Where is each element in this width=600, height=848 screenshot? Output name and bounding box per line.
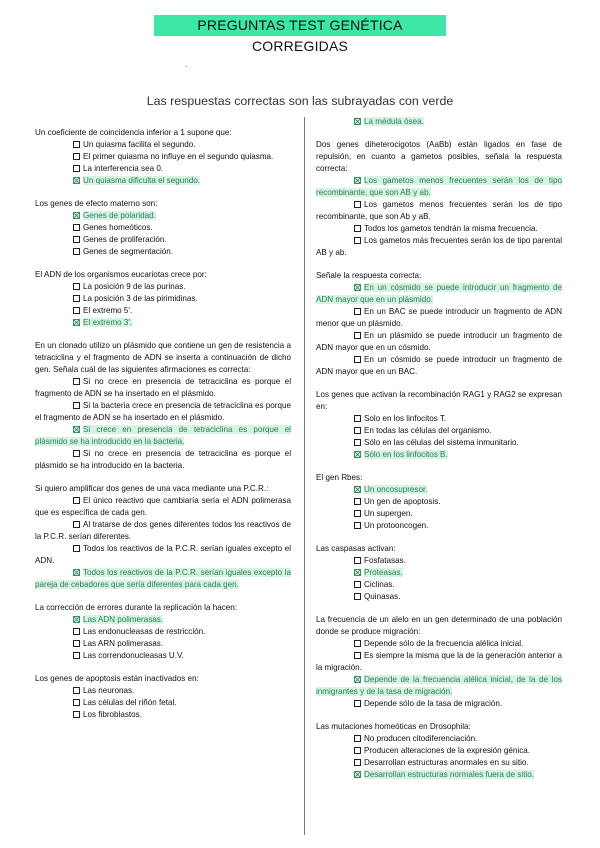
- question-block: [35, 602, 291, 662]
- answer-text: Los gametos menos frecuentes serán los de tipo recombinante, que son Ab y aB.: [316, 200, 562, 221]
- checkbox-icon: [73, 545, 80, 552]
- checkbox-icon: [354, 510, 361, 517]
- checked-box-icon: [354, 771, 361, 778]
- answer-text: El extremo 3'.: [83, 318, 133, 327]
- correct-answer-option: [316, 282, 562, 306]
- column-divider: [304, 117, 305, 835]
- answer-text: Un quiasma dificulta el segundo.: [83, 176, 200, 185]
- question-text: Señale la respuesta correcta:: [316, 271, 422, 280]
- checkbox-icon: [354, 427, 361, 434]
- answer-text: El único reactivo que cambiaría sería el ADN polimerasa que es específica de cada gen.: [35, 496, 291, 517]
- correct-answer-option: [316, 449, 562, 461]
- answer-text: Si no crece en presencia de tetraciclina es porque el fragmento de ADN se ha insertado en el plásmido.: [35, 377, 291, 398]
- checkbox-icon: [354, 308, 361, 315]
- answer-option: [35, 281, 291, 293]
- checked-box-icon: [354, 118, 361, 125]
- checkbox-icon: [73, 378, 80, 385]
- answer-option: [35, 293, 291, 305]
- checked-box-icon: [354, 177, 361, 184]
- answer-option: [316, 235, 562, 259]
- question-block: [35, 483, 291, 591]
- checkbox-icon: [354, 700, 361, 707]
- question-text: El gen Rbes:: [316, 473, 363, 482]
- answer-text: Un protooncogen.: [364, 521, 429, 530]
- answer-text: En un cósmido se puede introducir un fragmento de ADN mayor que en un BAC.: [316, 355, 562, 376]
- question-text: Dos genes diheterocigotos (AaBb) están ligados en fase de repulsión, en cuanto a gametos posibles, señala la respuesta correcta:: [316, 140, 562, 173]
- answer-text: En todas las células del organismo.: [364, 426, 492, 435]
- checkbox-icon: [73, 687, 80, 694]
- checked-box-icon: [73, 569, 80, 576]
- checkbox-icon: [73, 141, 80, 148]
- checkbox-icon: [354, 581, 361, 588]
- answer-text: Genes de segmentación.: [83, 247, 173, 256]
- checkbox-icon: [73, 402, 80, 409]
- answer-option: [35, 400, 291, 424]
- answer-text: Genes de proliferación.: [83, 235, 167, 244]
- checkbox-icon: [73, 248, 80, 255]
- answer-option: [35, 626, 291, 638]
- checkbox-icon: [73, 307, 80, 314]
- answer-text: Es siempre la misma que la de la generación anterior a la migración.: [316, 651, 562, 672]
- checkbox-icon: [354, 225, 361, 232]
- question-block: [316, 721, 562, 781]
- page-title: PREGUNTAS TEST GENÉTICA CORREGIDAS: [154, 15, 446, 36]
- answer-option: [316, 579, 562, 591]
- question-block: [316, 543, 562, 603]
- question-block: [316, 389, 562, 461]
- question-block: [316, 270, 562, 378]
- answer-text: Proteasas.: [364, 568, 403, 577]
- correct-answer-option: [316, 567, 562, 579]
- checkbox-icon: [354, 356, 361, 363]
- correct-answer-option: [316, 116, 562, 128]
- answer-option: [35, 650, 291, 662]
- answer-option: [35, 543, 291, 567]
- answer-text: La posición 3 de las pirimidinas.: [83, 294, 198, 303]
- question-block: [316, 139, 562, 259]
- answer-text: Genes de polaridad.: [83, 211, 156, 220]
- answer-text: Desarrollan estructuras normales fuera de sitio.: [364, 770, 535, 779]
- checkbox-icon: [73, 224, 80, 231]
- answer-option: [316, 437, 562, 449]
- answer-option: [35, 638, 291, 650]
- answer-text: El primer quiasma no influye en el segundo quiasma.: [83, 152, 274, 161]
- correct-answer-option: [35, 210, 291, 222]
- answer-text: Quinasas.: [364, 592, 401, 601]
- checkbox-icon: [73, 497, 80, 504]
- question-block: [35, 673, 291, 721]
- answer-text: En un plásmido se puede introducir un fragmento de ADN mayor que en un cósmido.: [316, 331, 562, 352]
- answer-text: La interferencia sea 0.: [83, 164, 164, 173]
- correct-answer-option: [316, 769, 562, 781]
- answer-text: Solo en los linfocitos T.: [364, 414, 447, 423]
- correct-answer-option: [35, 614, 291, 626]
- question-block: [35, 198, 291, 258]
- checkbox-icon: [354, 237, 361, 244]
- checkbox-icon: [73, 711, 80, 718]
- correct-answer-option: [316, 674, 562, 698]
- checked-box-icon: [354, 676, 361, 683]
- answer-option: [316, 199, 562, 223]
- answer-option: [316, 330, 562, 354]
- answer-text: Depende de la frecuencia alélica inicial, de la de los inmigrantes y de la tasa de migración.: [316, 675, 562, 696]
- answer-text: Si la bacteria crece en presencia de tetraciclina es porque el fragmento de ADN se ha insertado en el plásmido.: [35, 401, 291, 422]
- correct-answer-option: [316, 175, 562, 199]
- subtitle: Las respuestas correctas son las subrayadas con verde: [146, 94, 454, 108]
- answer-text: Todos los reactivos de la P.C.R. serían iguales excepto la pareja de cebadores que sería diferentes para cada gen.: [35, 568, 291, 589]
- answer-text: Un oncosupresor.: [364, 485, 428, 494]
- checkbox-icon: [354, 557, 361, 564]
- answer-option: [35, 151, 291, 163]
- checkbox-icon: [354, 498, 361, 505]
- checkbox-icon: [354, 522, 361, 529]
- answer-option: [316, 733, 562, 745]
- checked-box-icon: [73, 616, 80, 623]
- answer-text: Desarrollan estructuras anormales en su sitio.: [364, 758, 529, 767]
- question-text: Si quiero amplificar dos genes de una vaca mediante una P.C.R.:: [35, 484, 269, 493]
- answer-text: Las ARN polimerasas.: [83, 639, 164, 648]
- checked-box-icon: [73, 426, 80, 433]
- checked-box-icon: [354, 486, 361, 493]
- answer-text: Las células del riñón fetal.: [83, 698, 177, 707]
- answer-text: En un cósmido se puede introducir un fragmento de ADN mayor que en un plásmido.: [316, 283, 562, 304]
- question-text: En un clonado utilizo un plásmido que contiene un gen de resistencia a tetraciclina y el fragmento de ADN se inserta a continuación de dicho gen. Señala cuál de las siguientes afirmaciones es correcta:: [35, 341, 291, 374]
- answer-text: Los fibroblastos.: [83, 710, 142, 719]
- question-text: El ADN de los organismos eucariotas crece por:: [35, 270, 207, 279]
- checkbox-icon: [354, 415, 361, 422]
- checkbox-icon: [73, 699, 80, 706]
- answer-option: [316, 413, 562, 425]
- answer-text: Las ADN polimerasas.: [83, 615, 164, 624]
- answer-option: [316, 354, 562, 378]
- question-text: Los genes de apoptosis están inactivados en:: [35, 674, 199, 683]
- answer-text: Ciclinas.: [364, 580, 395, 589]
- answer-option: [35, 376, 291, 400]
- checked-box-icon: [73, 177, 80, 184]
- answer-text: Un gen de apoptosis.: [364, 497, 441, 506]
- checked-box-icon: [73, 212, 80, 219]
- checkbox-icon: [73, 640, 80, 647]
- answer-text: Todos los reactivos de la P.C.R. serían iguales excepto el ADN.: [35, 544, 291, 565]
- answer-text: Las neuronas.: [83, 686, 135, 695]
- answer-text: Depende sólo de la tasa de migración.: [364, 699, 503, 708]
- answer-option: [35, 697, 291, 709]
- answer-option: [316, 698, 562, 710]
- correct-answer-option: [35, 424, 291, 448]
- answer-option: [35, 234, 291, 246]
- checkbox-icon: [354, 652, 361, 659]
- answer-text: Fosfatasas.: [364, 556, 406, 565]
- answer-text: Un supergen.: [364, 509, 413, 518]
- left-column: [35, 127, 291, 732]
- question-text: Un coeficiente de coincidencia inferior a 1 supone que:: [35, 128, 232, 137]
- answer-option: [316, 425, 562, 437]
- answer-option: [316, 757, 562, 769]
- checkbox-icon: [354, 439, 361, 446]
- checkbox-icon: [73, 450, 80, 457]
- question-text: Las caspasas activan:: [316, 544, 396, 553]
- question-text: La frecuencia de un alelo en un gen determinado de una población donde se produce migración:: [316, 615, 562, 636]
- answer-text: Depende sólo de la frecuencia alélica inicial.: [364, 639, 524, 648]
- right-column: [316, 116, 562, 792]
- answer-text: Los gametos más frecuentes serán los de tipo parental AB y ab.: [316, 236, 562, 257]
- answer-text: Sólo en los linfocitos B.: [364, 450, 448, 459]
- answer-option: [35, 495, 291, 519]
- answer-text: El extremo 5'.: [83, 306, 133, 315]
- question-block: [35, 269, 291, 329]
- checkbox-icon: [73, 628, 80, 635]
- answer-option: [35, 246, 291, 258]
- correct-answer-option: [35, 175, 291, 187]
- question-block: [35, 340, 291, 472]
- answer-text: Todos los gametos tendrán la misma frecuencia.: [364, 224, 538, 233]
- answer-option: [316, 638, 562, 650]
- answer-text: Producen alteraciones de la expresión génica.: [364, 746, 531, 755]
- question-block: [316, 614, 562, 710]
- checkbox-icon: [73, 236, 80, 243]
- checked-box-icon: [354, 569, 361, 576]
- answer-option: [35, 163, 291, 175]
- checkbox-icon: [354, 759, 361, 766]
- answer-option: [316, 306, 562, 330]
- answer-option: [35, 709, 291, 721]
- question-text: La corrección de errores durante la replicación la hacen:: [35, 603, 238, 612]
- checked-box-icon: [354, 284, 361, 291]
- answer-option: [316, 650, 562, 674]
- answer-text: Genes homeóticos.: [83, 223, 153, 232]
- correct-answer-option: [35, 317, 291, 329]
- checkbox-icon: [354, 593, 361, 600]
- answer-text: Las endonucleasas de restricción.: [83, 627, 206, 636]
- answer-option: [35, 305, 291, 317]
- checkbox-icon: [354, 201, 361, 208]
- answer-text: Si no crece en presencia de tetraciclina es porque el plásmido se ha introducido en la bacteria.: [35, 449, 291, 470]
- answer-text: Las correndonucleasas U.V.: [83, 651, 184, 660]
- answer-option: [35, 519, 291, 543]
- checkbox-icon: [73, 652, 80, 659]
- answer-text: En un BAC se puede introducir un fragmento de ADN menor que un plásmido.: [316, 307, 562, 328]
- checkbox-icon: [354, 747, 361, 754]
- checkbox-icon: [354, 735, 361, 742]
- answer-text: Los gametos menos frecuentes serán los de tipo recombinante, que son AB y ab.: [316, 176, 562, 197]
- answer-text: Sólo en las células del sistema inmunitario.: [364, 438, 519, 447]
- question-text: Los genes de efecto materno son:: [35, 199, 158, 208]
- checkbox-icon: [73, 153, 80, 160]
- stray-dot: .: [185, 60, 188, 69]
- answer-text: La médula ósea.: [364, 117, 424, 126]
- answer-text: Si crece en presencia de tetraciclina es porque el plásmido se ha introducido en la bacteria.: [35, 425, 291, 446]
- question-block: [35, 127, 291, 187]
- correct-answer-option: [316, 484, 562, 496]
- checkbox-icon: [354, 332, 361, 339]
- checked-box-icon: [354, 451, 361, 458]
- checked-box-icon: [73, 319, 80, 326]
- question-block: [316, 472, 562, 532]
- checkbox-icon: [73, 283, 80, 290]
- answer-option: [316, 223, 562, 235]
- answer-option: [316, 555, 562, 567]
- question-text: Las mutaciones homeóticas en Drosophila:: [316, 722, 471, 731]
- answer-text: Un quiasma facilita el segundo.: [83, 140, 196, 149]
- answer-option: [316, 496, 562, 508]
- answer-option: [316, 745, 562, 757]
- answer-option: [316, 520, 562, 532]
- answer-option: [35, 448, 291, 472]
- answer-option: [316, 591, 562, 603]
- question-block: [316, 116, 562, 128]
- checkbox-icon: [73, 521, 80, 528]
- answer-option: [316, 508, 562, 520]
- question-text: Los genes que activan la recombinación RAG1 y RAG2 se expresan en:: [316, 390, 562, 411]
- answer-text: Al tratarse de dos genes diferentes todos los reactivos de la P.C.R. serían diferentes.: [35, 520, 291, 541]
- checkbox-icon: [73, 295, 80, 302]
- answer-option: [35, 222, 291, 234]
- correct-answer-option: [35, 567, 291, 591]
- checkbox-icon: [354, 640, 361, 647]
- answer-text: No producen citodiferenciación.: [364, 734, 478, 743]
- checkbox-icon: [73, 165, 80, 172]
- answer-text: La posición 9 de las purinas.: [83, 282, 186, 291]
- answer-option: [35, 685, 291, 697]
- answer-option: [35, 139, 291, 151]
